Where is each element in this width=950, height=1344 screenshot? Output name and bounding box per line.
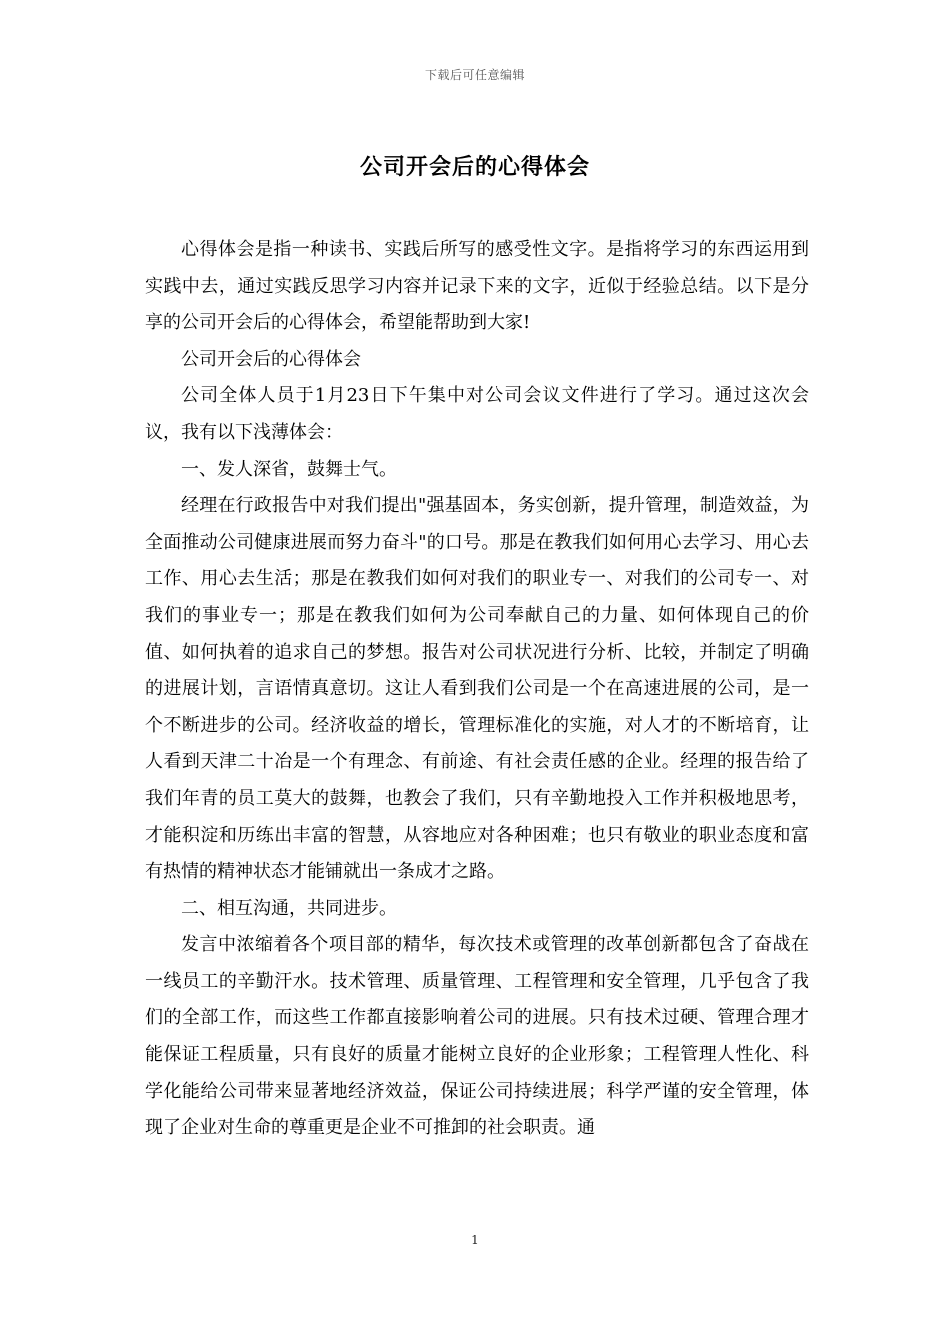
section-heading-2: 二、相互沟通，共同进步。 [181,897,397,919]
section-heading-1: 一、发人深省，鼓舞士气。 [181,458,397,480]
paragraph-intro: 心得体会是指一种读书、实践后所写的感受性文字。是指将学习的东西运用到实践中去，通过实践反思学习内容并记录下来的文字，近似于经验总结。以下是分享的公司开会后的心得体会，希望能帮助到大家! [145,239,809,334]
document-title: 公司开会后的心得体会 [359,155,590,180]
paragraph-section-1: 经理在行政报告中对我们提出"强基固本，务实创新，提升管理，制造效益，为全面推动公司健康进展而努力奋斗"的口号。那是在教我们如何用心去学习、用心去工作、用心去生活；那是在教我们如何对我们的职业专一、对我们的公司专一、对我们的事业专一；那是在教我们如何为公司奉献自己的力量、如何体现自己的价值、如何执着的追求自己的梦想。报告对公司状况进行分析、比较，并制定了明确的进展计划，言语情真意切。这让人看到我们公司是一个在高速进展的公司，是一个不断进步的公司。经济收益的增长，管理标准化的实施，对人才的不断培育，让人看到天津二十冶是一个有理念、有前途、有社会责任感的企业。经理的报告给了我们年青的员工莫大的鼓舞，也教会了我们，只有辛勤地投入工作并积极地思考，才能积淀和历练出丰富的智慧，从容地应对各种困难；也只有敬业的职业态度和富有热情的精神状态才能铺就出一条成才之路。 [145,495,809,883]
page-header: 下载后可任意编辑 [424,68,525,82]
page-number: 1 [471,1233,479,1247]
document-body [145,232,809,1147]
paragraph-subtitle: 公司开会后的心得体会 [181,348,361,370]
paragraph-meeting: 公司全体人员于1月23日下午集中对公司会议文件进行了学习。通过这次会议，我有以下浅薄体会： [145,385,809,443]
paragraph-section-2: 发言中浓缩着各个项目部的精华，每次技术或管理的改革创新都包含了奋战在一线员工的辛勤汗水。技术管理、质量管理、工程管理和安全管理，几乎包含了我们的全部工作，而这些工作都直接影响着公司的进展。只有技术过硬、管理合理才能保证工程质量，只有良好的质量才能树立良好的企业形象；工程管理人性化、科学化能给公司带来显著地经济效益，保证公司持续进展；科学严谨的安全管理，体现了企业对生命的尊重更是企业不可推卸的社会职责。通 [145,934,809,1139]
